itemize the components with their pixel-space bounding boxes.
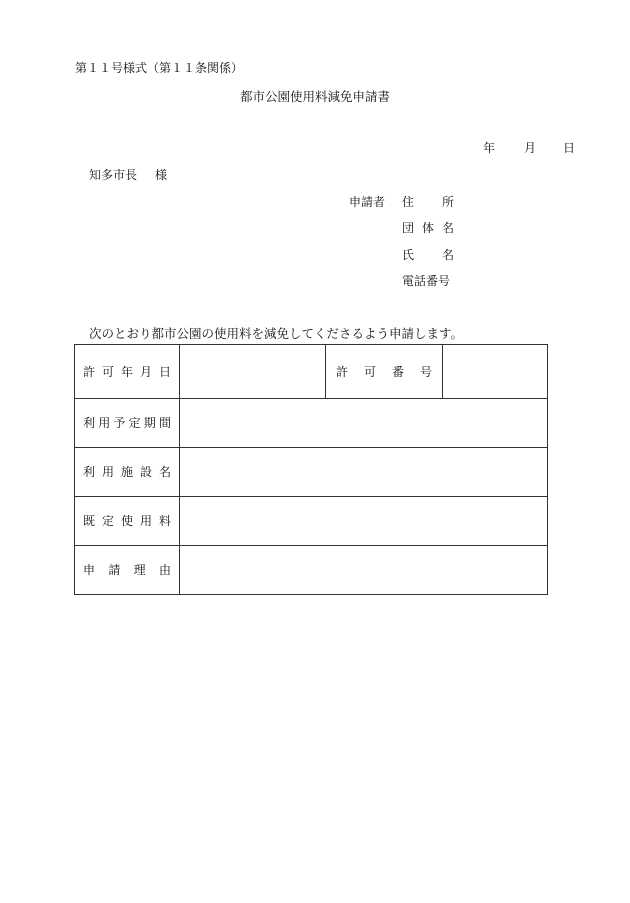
permit-date-label xyxy=(75,345,180,399)
label-char: 施 xyxy=(120,465,133,479)
date-day-label: 日 xyxy=(563,141,576,155)
label-char: 予 xyxy=(113,416,126,430)
label-char: 名 xyxy=(441,221,454,235)
usage-period-field[interactable] xyxy=(180,399,548,448)
permit-date-label-text xyxy=(75,365,179,379)
application-statement: 次のとおり都市公園の使用料を減免してくださるよう申請します。 xyxy=(89,326,464,341)
facility-name-label-text xyxy=(75,465,179,479)
table-row xyxy=(75,399,548,448)
label-char: 使 xyxy=(120,514,133,528)
label-char: 団 xyxy=(402,221,415,235)
label-char: 用 xyxy=(101,465,114,479)
label-char: 許 xyxy=(83,364,96,379)
applicant-address-text xyxy=(402,195,454,209)
applicant-name-text xyxy=(402,248,454,262)
applicant-group-label xyxy=(402,221,454,235)
date-year-label: 年 xyxy=(483,141,496,155)
table-row xyxy=(75,448,548,497)
standard-fee-field[interactable] xyxy=(180,497,548,546)
label-char: 番 xyxy=(391,364,404,379)
standard-fee-label-text xyxy=(75,514,179,528)
table-row xyxy=(75,345,548,399)
reason-field[interactable] xyxy=(180,546,548,595)
label-char: 氏 xyxy=(402,248,415,262)
label-char: 所 xyxy=(441,195,454,209)
label-char: 由 xyxy=(158,563,171,577)
standard-fee-label xyxy=(75,497,180,546)
label-char: 月 xyxy=(139,364,152,379)
usage-period-label xyxy=(75,399,180,448)
label-char: 名 xyxy=(441,248,454,262)
facility-name-field[interactable] xyxy=(180,448,548,497)
date-month-label: 月 xyxy=(524,141,537,155)
label-char: 利 xyxy=(83,465,96,479)
label-char: 料 xyxy=(158,514,171,528)
applicant-phone-label: 電話番号 xyxy=(402,274,451,288)
permit-number-label xyxy=(326,345,443,399)
label-char: 申 xyxy=(83,563,96,577)
reason-label xyxy=(75,546,180,595)
label-char: 定 xyxy=(101,514,114,528)
label-char: 期 xyxy=(143,416,156,430)
label-char: 理 xyxy=(133,563,146,577)
label-char: 可 xyxy=(101,364,114,379)
label-char: 既 xyxy=(83,514,96,528)
form-number: 第１１号様式（第１１条関係） xyxy=(75,61,244,75)
label-char: 設 xyxy=(139,465,152,479)
permit-number-field[interactable] xyxy=(443,345,548,399)
label-char: 請 xyxy=(108,563,121,577)
usage-period-label-text xyxy=(75,416,179,430)
label-char: 号 xyxy=(419,364,432,379)
document-title: 都市公園使用料減免申請書 xyxy=(239,89,390,104)
applicant-group-text xyxy=(402,221,454,235)
reason-label-text xyxy=(75,563,179,577)
label-char: 定 xyxy=(128,416,141,430)
addressee-name: 知多市長 xyxy=(89,168,138,182)
label-char: 用 xyxy=(98,416,111,430)
permit-date-field[interactable] xyxy=(180,345,326,399)
applicant-address-label xyxy=(402,195,454,209)
application-table xyxy=(74,344,548,595)
label-char: 許 xyxy=(336,364,349,379)
facility-name-label xyxy=(75,448,180,497)
label-char: 用 xyxy=(139,514,152,528)
addressee-honorific: 様 xyxy=(155,168,168,182)
applicant-label: 申請者 xyxy=(349,195,386,209)
label-char: 年 xyxy=(120,364,133,379)
permit-number-label-text xyxy=(326,365,442,379)
label-char: 利 xyxy=(83,416,96,430)
label-char: 間 xyxy=(158,416,171,430)
label-char: 住 xyxy=(402,195,415,209)
table-row xyxy=(75,497,548,546)
label-char: 日 xyxy=(158,364,171,379)
label-char: 体 xyxy=(421,221,434,235)
table-row xyxy=(75,546,548,595)
applicant-name-label xyxy=(402,248,454,262)
label-char: 名 xyxy=(158,465,171,479)
label-char: 可 xyxy=(363,364,376,379)
